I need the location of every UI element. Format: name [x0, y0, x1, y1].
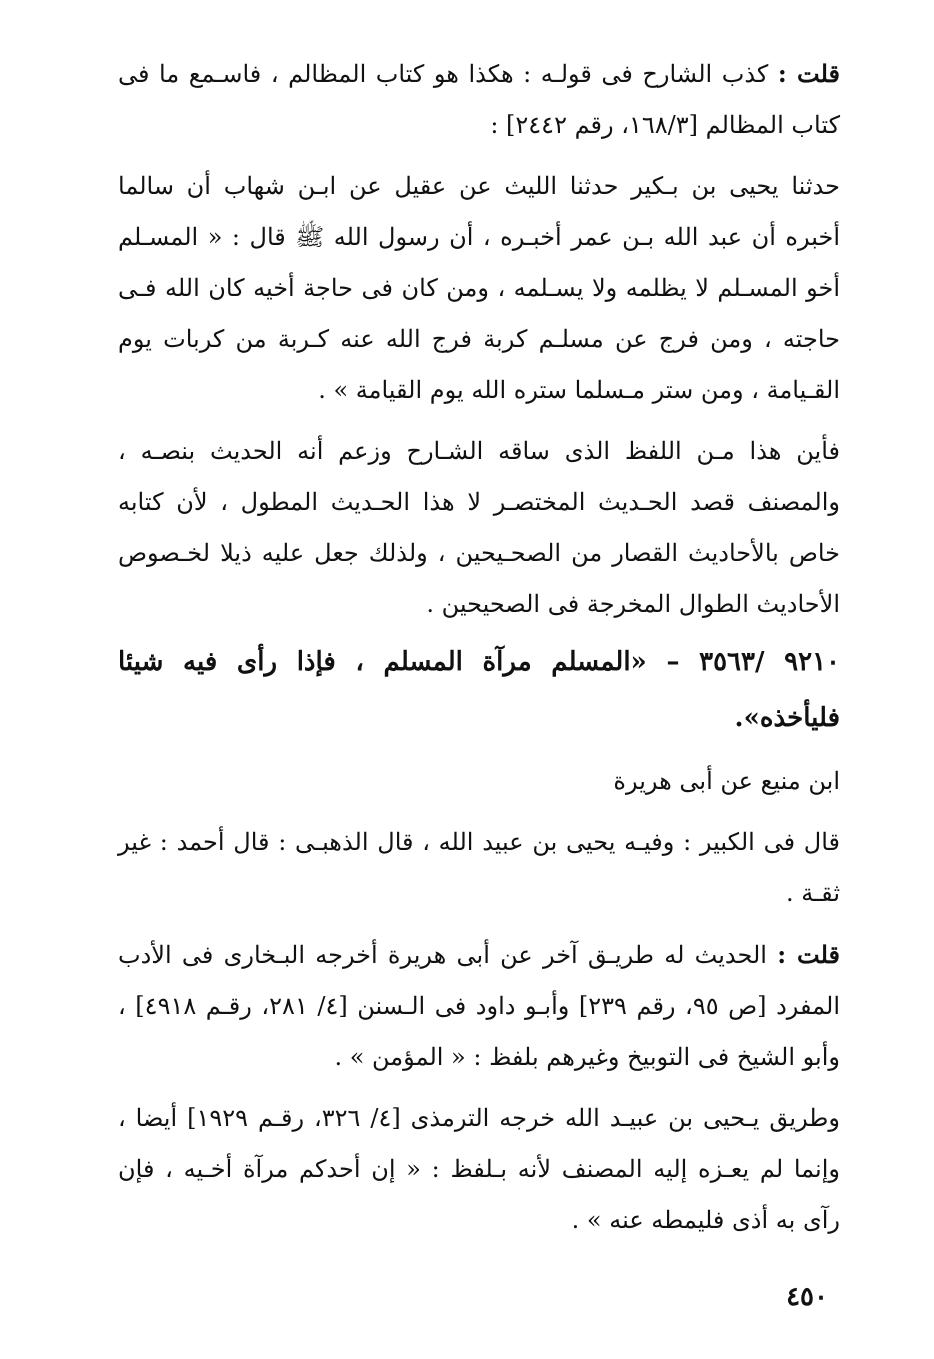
page-number: ٤٥٠ — [786, 1282, 828, 1312]
paragraph-bukhari-narration: حدثنا يحيى بن بـكير حدثنا الليث عن عقيل عن ابـن شهاب أن سالما أخبره أن عبد الله بـن عمر أخبـره ، أن رسول الله ﷺ قال : « المسـلم أخو المسـلم لا يظلمه ولا يسـلمه ، ومن كان فى حاجة أخيه كان الله فـى حاجته ، ومن فرج عن مسلـم كربة فرج الله عنه كـربة من كربات يوم القـيامة ، ومن ستر مـسلما ستره الله يوم القيامة » . — [118, 172, 840, 404]
qultu-label: قلت : — [777, 940, 841, 969]
hadith-heading: ٩٢١٠ /٣٥٦٣ – «المسلم مرآة المسلم ، فإذا رأى فيه شيئا فليأخذه». — [118, 647, 840, 733]
paragraph-source: ابن منيع عن أبى هريرة — [613, 767, 840, 795]
paragraph-commentary: فأين هذا مـن اللفظ الذى ساقه الشـارح وزعم أنه الحديث بنصـه ، والمصنف قصد الحـديث المختصـر لا هذا الحـديث المطول ، لأن كتابه خاص بالأحاديث القصار من الصحـيحين ، ولذلك جعل عليه ذيلا لخـصوص الأحاديث الطوال المخرجة فى الصحيحين . — [118, 437, 840, 618]
paragraph-tirmidhi-route: وطريق يـحيى بن عبيـد الله خرجه الترمذى [٤/ ٣٢٦، رقـم ١٩٢٩] أيضا ، وإنما لم يعـزه إليه المصنف لأنه بـلفظ : « إن أحدكم مرآة أخـيه ، فإن رآى به أذى فليمطه عنه » . — [118, 1104, 841, 1234]
qultu-label: قلت : — [777, 59, 840, 88]
paragraph-rebuttal-intro: قلت : كذب الشارح فى قولـه : هكذا هو كتاب المظالم ، فاسـمع ما فى كتاب المظالم [١٦٨/٣، رقم ٢٤٤٢] : — [118, 59, 840, 139]
page-body — [118, 48, 840, 1246]
paragraph-other-routes: قلت : الحديث له طريـق آخر عن أبى هريرة أخرجه البـخارى فى الأدب المفرد [ص ٩٥، رقم ٢٣٩] وأبـو داود فى الـسنن [٤/ ٢٨١، رقـم ٤٩١٨] ، وأبو الشيخ فى التوبيخ وغيرهم بلفظ : « المؤمن » . — [118, 940, 841, 1071]
paragraph-kabir-note: قال فى الكبير : وفيـه يحيى بن عبيد الله ، قال الذهبـى : قال أحمد : غير ثقـة . — [118, 828, 840, 907]
